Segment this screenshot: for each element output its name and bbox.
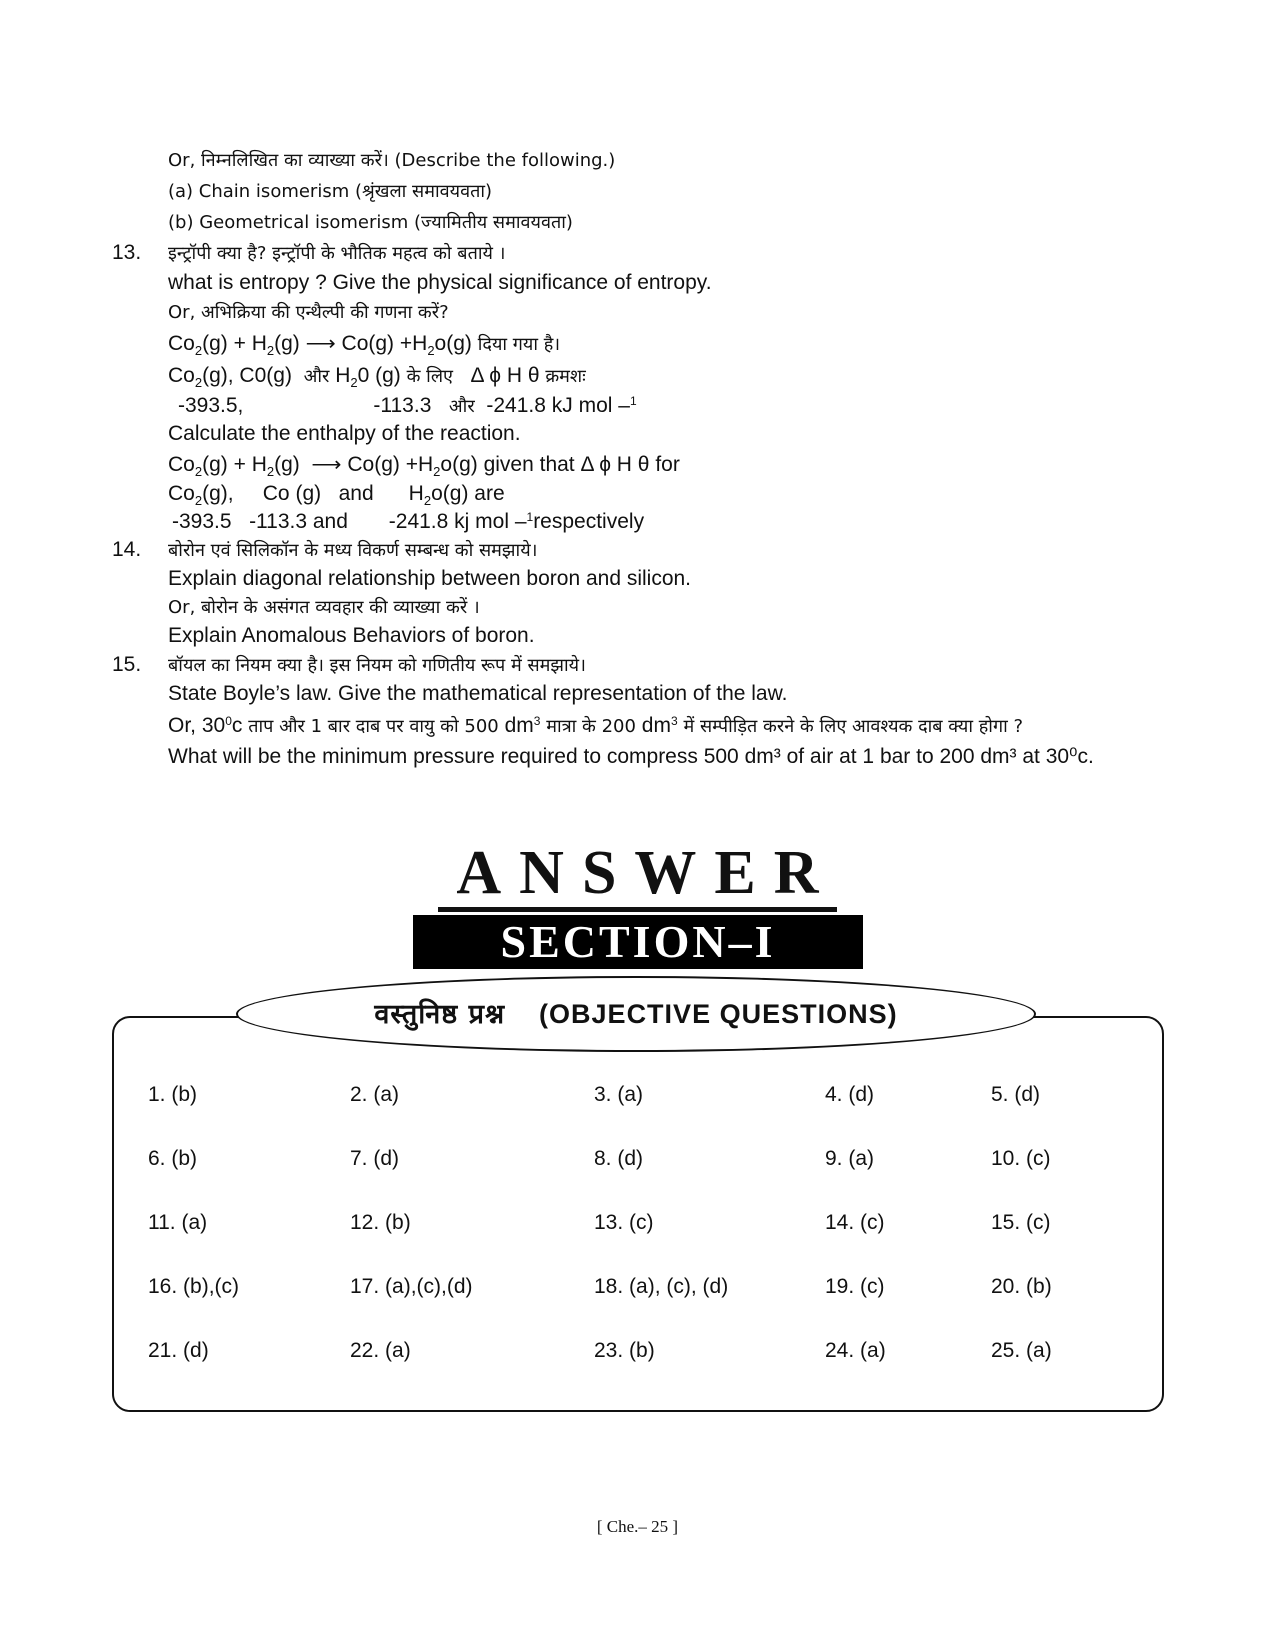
answer-item: 8. (d) <box>594 1147 644 1170</box>
q14-english: Explain diagonal relationship between boron and silicon. <box>168 567 692 590</box>
answer-item: 25. (a) <box>991 1339 1052 1362</box>
answer-heading: ANSWER <box>0 838 1275 908</box>
page-footer: [ Che.– 25 ] <box>596 1517 679 1536</box>
objective-header-oval <box>236 976 1036 1052</box>
answer-item: 23. (b) <box>594 1339 655 1362</box>
answer-item: 17. (a),(c),(d) <box>350 1275 473 1298</box>
answer-item: 3. (a) <box>594 1083 644 1106</box>
answer-item: 4. (d) <box>825 1083 875 1106</box>
q14-number: 14. <box>112 538 142 561</box>
answer-item: 16. (b),(c) <box>148 1275 240 1298</box>
q14-hindi: बोरोन एवं सिलिकॉन के मध्य विकर्ण सम्बन्ध को समझाये। <box>168 540 538 561</box>
q12-or-line-1: Or, निम्नलिखित का व्याख्या करें। (Describe the following.) <box>168 150 616 171</box>
q13-values-hindi: -393.5, -113.3 और -241.8 kJ mol –$^1$ <box>178 394 637 417</box>
q12-or-line-3: (b) Geometrical isomerism (ज्यामितीय समावयवता) <box>168 212 573 233</box>
q15-english: State Boyle’s law. Give the mathematical representation of the law. <box>168 682 788 705</box>
answer-item: 5. (d) <box>991 1083 1041 1106</box>
answer-item: 12. (b) <box>350 1211 411 1234</box>
q15-number: 15. <box>112 653 142 676</box>
answer-item: 19. (c) <box>825 1275 885 1298</box>
answer-item: 11. (a) <box>148 1211 208 1234</box>
q13-equation-english: $Co_2(g) + H_2(g)$ ⟶ $Co(g) +H_2o(g)$ given that Δ ϕ H θ for <box>168 453 680 479</box>
answer-item: 6. (b) <box>148 1147 198 1170</box>
answer-item: 7. (d) <box>350 1147 400 1170</box>
answer-item: 14. (c) <box>825 1211 885 1234</box>
answer-item: 10. (c) <box>991 1147 1051 1170</box>
q13-given-hindi: $Co_2(g)$, C0(g) और $H_20$ (g) के लिए Δ ϕ H θ क्रमशः <box>168 364 586 390</box>
q15-hindi: बॉयल का नियम क्या है। इस नियम को गणितीय रूप में समझाये। <box>168 655 586 676</box>
q13-values-english: -393.5 -113.3 and -241.8 kj mol –$^1$respectively <box>172 510 645 533</box>
answer-item: 18. (a), (c), (d) <box>594 1275 729 1298</box>
objective-header: वस्तुनिष्ठ प्रश्न (OBJECTIVE QUESTIONS) <box>374 999 898 1030</box>
q13-species-english: $Co_2(g)$, Co (g) and $H_2o(g)$ are <box>168 482 505 508</box>
q13-english: what is entropy ? Give the physical significance of entropy. <box>168 271 712 294</box>
answer-item: 9. (a) <box>825 1147 875 1170</box>
q12-or-line-2: (a) Chain isomerism (श्रृंखला समावयवता) <box>168 181 493 202</box>
q13-hindi: इन्ट्रॉपी क्या है? इन्ट्रॉपी के भौतिक महत्व को बताये । <box>168 243 506 264</box>
answer-item: 15. (c) <box>991 1211 1051 1234</box>
answer-item: 20. (b) <box>991 1275 1052 1298</box>
q13-or-hindi: Or, अभिक्रिया की एन्थैल्पी की गणना करें? <box>168 302 449 323</box>
q14-or-english: Explain Anomalous Behaviors of boron. <box>168 624 535 647</box>
section-title: SECTION–I <box>413 915 863 969</box>
q13-calc-english: Calculate the enthalpy of the reaction. <box>168 422 521 445</box>
answer-item: 13. (c) <box>594 1211 654 1234</box>
q13-equation-hindi: $Co_2(g) + H_2(g)$ ⟶ $Co(g) +H_2o(g)$ दिया गया है। <box>168 332 561 358</box>
q14-or-hindi: Or, बोरोन के असंगत व्यवहार की व्याख्या करें । <box>168 597 480 618</box>
q13-number: 13. <box>112 241 142 264</box>
answer-item: 2. (a) <box>350 1083 400 1106</box>
q15-or-english: What will be the minimum pressure required to compress 500 dm³ of air at 1 bar to 200 dm³ at 30⁰c. <box>168 745 1094 768</box>
answer-item: 22. (a) <box>350 1339 411 1362</box>
answer-item: 1. (b) <box>148 1083 198 1106</box>
answer-item: 24. (a) <box>825 1339 886 1362</box>
answer-item: 21. (d) <box>148 1339 209 1362</box>
q15-or-hindi: Or, $30^0c$ ताप और 1 बार दाब पर वायु को 500 $dm^3$ मात्रा के 200 $dm^3$ में सम्पीड़ित करने के लिए आवश्यक दाब क्या होगा ? <box>168 714 1024 737</box>
